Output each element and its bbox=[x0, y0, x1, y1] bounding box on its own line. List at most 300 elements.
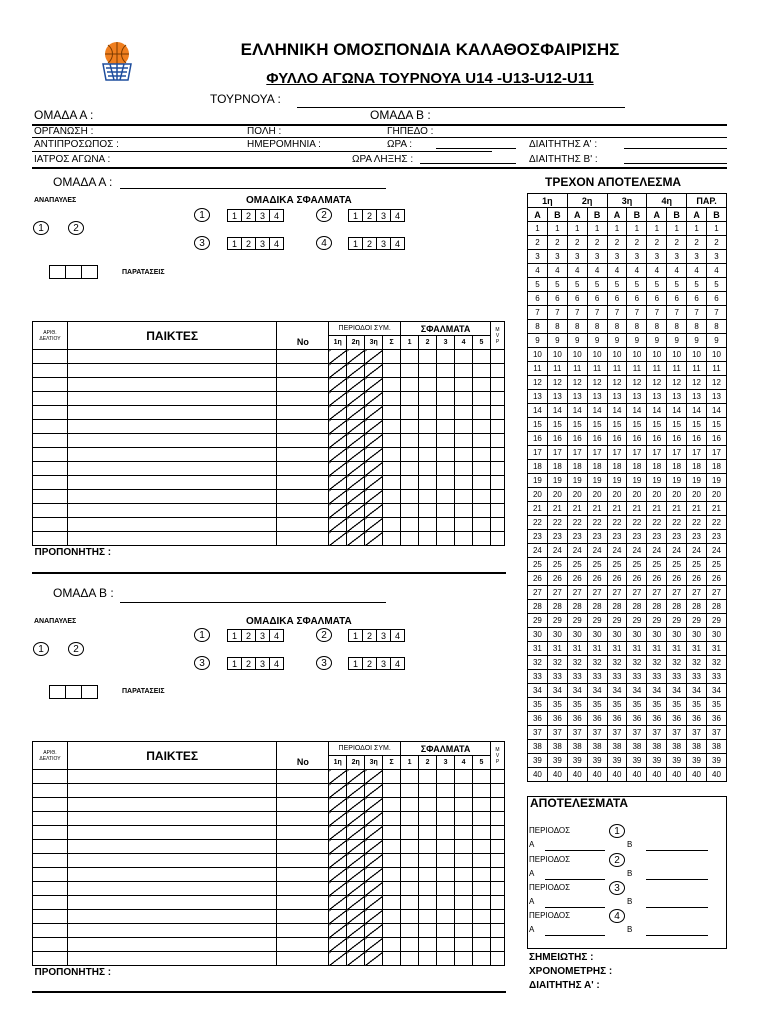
player-cell[interactable] bbox=[277, 826, 329, 840]
score-cell[interactable]: 22 bbox=[587, 516, 607, 530]
player-cell[interactable] bbox=[67, 378, 276, 392]
player-cell[interactable] bbox=[329, 882, 347, 896]
player-cell[interactable] bbox=[67, 448, 276, 462]
player-cell[interactable] bbox=[437, 826, 455, 840]
score-cell[interactable]: 26 bbox=[687, 572, 707, 586]
score-cell[interactable]: 16 bbox=[707, 432, 727, 446]
player-cell[interactable] bbox=[455, 504, 473, 518]
player-cell[interactable] bbox=[347, 826, 365, 840]
player-cell[interactable] bbox=[455, 896, 473, 910]
score-cell[interactable]: 28 bbox=[627, 600, 647, 614]
player-cell[interactable] bbox=[455, 518, 473, 532]
foul-box[interactable]: 3 bbox=[376, 209, 391, 222]
foul-box[interactable]: 1 bbox=[227, 209, 242, 222]
table-row[interactable] bbox=[33, 504, 505, 518]
score-cell[interactable]: 23 bbox=[667, 530, 687, 544]
player-cell[interactable] bbox=[401, 896, 419, 910]
score-cell[interactable]: 26 bbox=[627, 572, 647, 586]
score-cell[interactable]: 38 bbox=[667, 740, 687, 754]
score-cell[interactable]: 37 bbox=[547, 726, 567, 740]
foul-box[interactable]: 2 bbox=[362, 209, 377, 222]
player-cell[interactable] bbox=[455, 532, 473, 546]
player-cell[interactable] bbox=[455, 476, 473, 490]
player-cell[interactable] bbox=[277, 532, 329, 546]
player-cell[interactable] bbox=[490, 896, 504, 910]
player-cell[interactable] bbox=[419, 462, 437, 476]
player-cell[interactable] bbox=[383, 854, 401, 868]
score-cell[interactable]: 14 bbox=[707, 404, 727, 418]
player-cell[interactable] bbox=[401, 952, 419, 966]
player-cell[interactable] bbox=[383, 924, 401, 938]
player-cell[interactable] bbox=[419, 854, 437, 868]
player-cell[interactable] bbox=[347, 518, 365, 532]
player-cell[interactable] bbox=[329, 518, 347, 532]
player-cell[interactable] bbox=[383, 364, 401, 378]
player-cell[interactable] bbox=[33, 434, 68, 448]
score-cell[interactable]: 5 bbox=[587, 278, 607, 292]
team-a-overtime-boxes[interactable] bbox=[50, 265, 98, 279]
player-cell[interactable] bbox=[277, 490, 329, 504]
player-cell[interactable] bbox=[383, 350, 401, 364]
player-cell[interactable] bbox=[401, 476, 419, 490]
score-cell[interactable]: 28 bbox=[667, 600, 687, 614]
player-cell[interactable] bbox=[329, 938, 347, 952]
score-cell[interactable]: 28 bbox=[647, 600, 667, 614]
score-cell[interactable]: 39 bbox=[647, 754, 667, 768]
player-cell[interactable] bbox=[33, 462, 68, 476]
table-row[interactable] bbox=[33, 840, 505, 854]
player-cell[interactable] bbox=[437, 924, 455, 938]
player-cell[interactable] bbox=[67, 882, 276, 896]
player-cell[interactable] bbox=[473, 896, 491, 910]
player-cell[interactable] bbox=[437, 854, 455, 868]
score-cell[interactable]: 38 bbox=[607, 740, 627, 754]
player-cell[interactable] bbox=[490, 490, 504, 504]
score-cell[interactable]: 8 bbox=[587, 320, 607, 334]
table-row[interactable] bbox=[33, 490, 505, 504]
score-cell[interactable]: 7 bbox=[587, 306, 607, 320]
player-cell[interactable] bbox=[401, 938, 419, 952]
score-cell[interactable]: 18 bbox=[667, 460, 687, 474]
score-cell[interactable]: 2 bbox=[667, 236, 687, 250]
score-cell[interactable]: 25 bbox=[707, 558, 727, 572]
player-cell[interactable] bbox=[455, 784, 473, 798]
score-cell[interactable]: 14 bbox=[647, 404, 667, 418]
player-cell[interactable] bbox=[329, 784, 347, 798]
score-cell[interactable]: 19 bbox=[667, 474, 687, 488]
player-cell[interactable] bbox=[419, 420, 437, 434]
player-cell[interactable] bbox=[383, 420, 401, 434]
score-cell[interactable]: 24 bbox=[647, 544, 667, 558]
player-cell[interactable] bbox=[67, 434, 276, 448]
player-cell[interactable] bbox=[455, 868, 473, 882]
score-cell[interactable]: 7 bbox=[567, 306, 587, 320]
score-cell[interactable]: 9 bbox=[687, 334, 707, 348]
player-cell[interactable] bbox=[455, 462, 473, 476]
score-cell[interactable]: 6 bbox=[528, 292, 548, 306]
player-cell[interactable] bbox=[401, 406, 419, 420]
score-cell[interactable]: 8 bbox=[607, 320, 627, 334]
score-cell[interactable]: 38 bbox=[627, 740, 647, 754]
player-cell[interactable] bbox=[329, 896, 347, 910]
player-cell[interactable] bbox=[347, 882, 365, 896]
player-cell[interactable] bbox=[437, 518, 455, 532]
player-cell[interactable] bbox=[401, 924, 419, 938]
score-cell[interactable]: 29 bbox=[567, 614, 587, 628]
score-cell[interactable]: 22 bbox=[707, 516, 727, 530]
score-cell[interactable]: 31 bbox=[528, 642, 548, 656]
team-b-foul-boxes-2[interactable] bbox=[349, 629, 405, 642]
score-cell[interactable]: 5 bbox=[707, 278, 727, 292]
foul-box[interactable]: 1 bbox=[348, 629, 363, 642]
player-cell[interactable] bbox=[277, 896, 329, 910]
score-cell[interactable]: 36 bbox=[528, 712, 548, 726]
score-cell[interactable]: 12 bbox=[667, 376, 687, 390]
score-cell[interactable]: 3 bbox=[687, 250, 707, 264]
score-cell[interactable]: 1 bbox=[687, 222, 707, 236]
player-cell[interactable] bbox=[347, 504, 365, 518]
player-cell[interactable] bbox=[473, 770, 491, 784]
score-cell[interactable]: 40 bbox=[587, 768, 607, 782]
player-cell[interactable] bbox=[33, 910, 68, 924]
player-cell[interactable] bbox=[329, 770, 347, 784]
score-cell[interactable]: 4 bbox=[547, 264, 567, 278]
table-row[interactable] bbox=[33, 378, 505, 392]
team-a-foul-boxes-1[interactable] bbox=[228, 209, 284, 222]
score-cell[interactable]: 40 bbox=[567, 768, 587, 782]
player-cell[interactable] bbox=[67, 952, 276, 966]
score-cell[interactable]: 14 bbox=[528, 404, 548, 418]
player-cell[interactable] bbox=[490, 378, 504, 392]
team-a-timeout-1[interactable]: 1 bbox=[33, 221, 49, 235]
player-cell[interactable] bbox=[401, 504, 419, 518]
player-cell[interactable] bbox=[365, 378, 383, 392]
score-cell[interactable]: 9 bbox=[707, 334, 727, 348]
score-cell[interactable]: 37 bbox=[627, 726, 647, 740]
player-cell[interactable] bbox=[383, 868, 401, 882]
player-cell[interactable] bbox=[67, 812, 276, 826]
player-cell[interactable] bbox=[365, 938, 383, 952]
table-row[interactable] bbox=[33, 784, 505, 798]
score-cell[interactable]: 7 bbox=[667, 306, 687, 320]
player-cell[interactable] bbox=[365, 798, 383, 812]
player-cell[interactable] bbox=[347, 770, 365, 784]
score-cell[interactable]: 12 bbox=[567, 376, 587, 390]
player-cell[interactable] bbox=[277, 924, 329, 938]
player-cell[interactable] bbox=[33, 812, 68, 826]
score-cell[interactable]: 35 bbox=[647, 698, 667, 712]
score-cell[interactable]: 37 bbox=[607, 726, 627, 740]
score-cell[interactable]: 37 bbox=[587, 726, 607, 740]
player-cell[interactable] bbox=[419, 350, 437, 364]
score-cell[interactable]: 40 bbox=[528, 768, 548, 782]
score-cell[interactable]: 17 bbox=[687, 446, 707, 460]
score-cell[interactable]: 7 bbox=[627, 306, 647, 320]
score-cell[interactable]: 33 bbox=[607, 670, 627, 684]
score-cell[interactable]: 35 bbox=[627, 698, 647, 712]
player-cell[interactable] bbox=[347, 490, 365, 504]
score-cell[interactable]: 39 bbox=[607, 754, 627, 768]
player-cell[interactable] bbox=[455, 812, 473, 826]
player-cell[interactable] bbox=[383, 784, 401, 798]
player-cell[interactable] bbox=[277, 378, 329, 392]
player-cell[interactable] bbox=[383, 504, 401, 518]
player-cell[interactable] bbox=[490, 924, 504, 938]
score-cell[interactable]: 12 bbox=[528, 376, 548, 390]
score-cell[interactable]: 38 bbox=[567, 740, 587, 754]
score-cell[interactable]: 32 bbox=[707, 656, 727, 670]
player-cell[interactable] bbox=[67, 476, 276, 490]
score-cell[interactable]: 34 bbox=[547, 684, 567, 698]
player-cell[interactable] bbox=[277, 504, 329, 518]
table-row[interactable] bbox=[33, 924, 505, 938]
player-cell[interactable] bbox=[383, 392, 401, 406]
score-cell[interactable]: 26 bbox=[528, 572, 548, 586]
table-row[interactable] bbox=[33, 364, 505, 378]
score-cell[interactable]: 17 bbox=[587, 446, 607, 460]
player-cell[interactable] bbox=[365, 462, 383, 476]
player-cell[interactable] bbox=[437, 490, 455, 504]
score-cell[interactable]: 39 bbox=[547, 754, 567, 768]
score-cell[interactable]: 1 bbox=[667, 222, 687, 236]
score-cell[interactable]: 13 bbox=[607, 390, 627, 404]
player-cell[interactable] bbox=[455, 952, 473, 966]
score-cell[interactable]: 26 bbox=[547, 572, 567, 586]
player-cell[interactable] bbox=[67, 462, 276, 476]
score-cell[interactable]: 29 bbox=[607, 614, 627, 628]
score-cell[interactable]: 25 bbox=[528, 558, 548, 572]
player-cell[interactable] bbox=[33, 504, 68, 518]
player-cell[interactable] bbox=[33, 854, 68, 868]
player-cell[interactable] bbox=[383, 952, 401, 966]
score-cell[interactable]: 5 bbox=[667, 278, 687, 292]
player-cell[interactable] bbox=[277, 350, 329, 364]
score-cell[interactable]: 40 bbox=[627, 768, 647, 782]
score-cell[interactable]: 27 bbox=[707, 586, 727, 600]
player-cell[interactable] bbox=[33, 840, 68, 854]
score-cell[interactable]: 24 bbox=[587, 544, 607, 558]
score-cell[interactable]: 32 bbox=[627, 656, 647, 670]
team-b-name-field[interactable] bbox=[120, 602, 386, 603]
player-cell[interactable] bbox=[401, 518, 419, 532]
score-cell[interactable]: 32 bbox=[667, 656, 687, 670]
score-cell[interactable]: 5 bbox=[567, 278, 587, 292]
player-cell[interactable] bbox=[455, 826, 473, 840]
score-cell[interactable]: 23 bbox=[627, 530, 647, 544]
table-row[interactable] bbox=[33, 420, 505, 434]
score-cell[interactable]: 6 bbox=[707, 292, 727, 306]
score-cell[interactable]: 38 bbox=[687, 740, 707, 754]
player-cell[interactable] bbox=[347, 910, 365, 924]
player-cell[interactable] bbox=[401, 392, 419, 406]
score-cell[interactable]: 3 bbox=[647, 250, 667, 264]
table-row[interactable] bbox=[33, 854, 505, 868]
score-cell[interactable]: 26 bbox=[707, 572, 727, 586]
score-cell[interactable]: 36 bbox=[567, 712, 587, 726]
score-cell[interactable]: 8 bbox=[627, 320, 647, 334]
player-cell[interactable] bbox=[383, 518, 401, 532]
score-cell[interactable]: 38 bbox=[547, 740, 567, 754]
score-cell[interactable]: 3 bbox=[528, 250, 548, 264]
score-cell[interactable]: 20 bbox=[667, 488, 687, 502]
player-cell[interactable] bbox=[329, 812, 347, 826]
player-cell[interactable] bbox=[33, 420, 68, 434]
table-row[interactable] bbox=[33, 812, 505, 826]
score-cell[interactable]: 34 bbox=[528, 684, 548, 698]
score-cell[interactable]: 13 bbox=[667, 390, 687, 404]
score-cell[interactable]: 9 bbox=[607, 334, 627, 348]
score-cell[interactable]: 26 bbox=[607, 572, 627, 586]
score-cell[interactable]: 24 bbox=[567, 544, 587, 558]
score-cell[interactable]: 35 bbox=[707, 698, 727, 712]
player-cell[interactable] bbox=[365, 784, 383, 798]
player-cell[interactable] bbox=[277, 938, 329, 952]
score-cell[interactable]: 19 bbox=[627, 474, 647, 488]
score-cell[interactable]: 22 bbox=[607, 516, 627, 530]
score-cell[interactable]: 8 bbox=[528, 320, 548, 334]
player-cell[interactable] bbox=[329, 910, 347, 924]
score-cell[interactable]: 15 bbox=[647, 418, 667, 432]
score-cell[interactable]: 3 bbox=[607, 250, 627, 264]
player-cell[interactable] bbox=[490, 910, 504, 924]
score-cell[interactable]: 17 bbox=[667, 446, 687, 460]
score-cell[interactable]: 2 bbox=[587, 236, 607, 250]
player-cell[interactable] bbox=[419, 434, 437, 448]
player-cell[interactable] bbox=[401, 840, 419, 854]
player-cell[interactable] bbox=[329, 476, 347, 490]
player-cell[interactable] bbox=[277, 952, 329, 966]
score-cell[interactable]: 1 bbox=[528, 222, 548, 236]
score-cell[interactable]: 1 bbox=[547, 222, 567, 236]
score-cell[interactable]: 7 bbox=[707, 306, 727, 320]
score-cell[interactable]: 40 bbox=[607, 768, 627, 782]
player-cell[interactable] bbox=[473, 854, 491, 868]
score-cell[interactable]: 15 bbox=[567, 418, 587, 432]
player-cell[interactable] bbox=[277, 812, 329, 826]
score-cell[interactable]: 31 bbox=[667, 642, 687, 656]
score-cell[interactable]: 18 bbox=[528, 460, 548, 474]
score-cell[interactable]: 17 bbox=[627, 446, 647, 460]
results-b-field[interactable] bbox=[646, 907, 708, 908]
score-cell[interactable]: 2 bbox=[687, 236, 707, 250]
player-cell[interactable] bbox=[490, 364, 504, 378]
score-cell[interactable]: 35 bbox=[528, 698, 548, 712]
player-cell[interactable] bbox=[437, 770, 455, 784]
results-a-field[interactable] bbox=[545, 907, 605, 908]
foul-box[interactable]: 2 bbox=[362, 657, 377, 670]
score-cell[interactable]: 38 bbox=[528, 740, 548, 754]
player-cell[interactable] bbox=[347, 476, 365, 490]
score-cell[interactable]: 29 bbox=[707, 614, 727, 628]
player-cell[interactable] bbox=[473, 826, 491, 840]
foul-box[interactable]: 1 bbox=[348, 657, 363, 670]
foul-box[interactable]: 2 bbox=[241, 209, 256, 222]
table-row[interactable] bbox=[33, 532, 505, 546]
score-cell[interactable]: 17 bbox=[567, 446, 587, 460]
player-cell[interactable] bbox=[419, 882, 437, 896]
score-cell[interactable]: 5 bbox=[687, 278, 707, 292]
score-cell[interactable]: 35 bbox=[667, 698, 687, 712]
score-cell[interactable]: 4 bbox=[667, 264, 687, 278]
player-cell[interactable] bbox=[437, 434, 455, 448]
player-cell[interactable] bbox=[277, 448, 329, 462]
player-cell[interactable] bbox=[419, 770, 437, 784]
table-row[interactable] bbox=[33, 770, 505, 784]
player-cell[interactable] bbox=[473, 350, 491, 364]
foul-box[interactable]: 4 bbox=[269, 629, 284, 642]
score-cell[interactable]: 10 bbox=[528, 348, 548, 362]
player-cell[interactable] bbox=[347, 532, 365, 546]
score-cell[interactable]: 1 bbox=[627, 222, 647, 236]
player-cell[interactable] bbox=[437, 882, 455, 896]
score-cell[interactable]: 35 bbox=[587, 698, 607, 712]
player-cell[interactable] bbox=[437, 448, 455, 462]
score-cell[interactable]: 32 bbox=[587, 656, 607, 670]
score-cell[interactable]: 9 bbox=[547, 334, 567, 348]
score-cell[interactable]: 21 bbox=[587, 502, 607, 516]
score-cell[interactable]: 23 bbox=[687, 530, 707, 544]
player-cell[interactable] bbox=[365, 448, 383, 462]
score-cell[interactable]: 8 bbox=[647, 320, 667, 334]
score-cell[interactable]: 22 bbox=[528, 516, 548, 530]
player-cell[interactable] bbox=[473, 938, 491, 952]
player-cell[interactable] bbox=[365, 434, 383, 448]
score-cell[interactable]: 18 bbox=[547, 460, 567, 474]
score-cell[interactable]: 30 bbox=[547, 628, 567, 642]
player-cell[interactable] bbox=[490, 826, 504, 840]
score-cell[interactable]: 11 bbox=[687, 362, 707, 376]
score-cell[interactable]: 32 bbox=[567, 656, 587, 670]
player-cell[interactable] bbox=[347, 448, 365, 462]
player-cell[interactable] bbox=[490, 882, 504, 896]
score-cell[interactable]: 11 bbox=[627, 362, 647, 376]
score-cell[interactable]: 19 bbox=[528, 474, 548, 488]
score-cell[interactable]: 36 bbox=[547, 712, 567, 726]
score-cell[interactable]: 33 bbox=[627, 670, 647, 684]
player-cell[interactable] bbox=[473, 490, 491, 504]
score-cell[interactable]: 24 bbox=[687, 544, 707, 558]
score-cell[interactable]: 22 bbox=[547, 516, 567, 530]
score-cell[interactable]: 7 bbox=[687, 306, 707, 320]
player-cell[interactable] bbox=[67, 504, 276, 518]
player-cell[interactable] bbox=[419, 952, 437, 966]
player-cell[interactable] bbox=[347, 784, 365, 798]
score-cell[interactable]: 6 bbox=[587, 292, 607, 306]
score-cell[interactable]: 21 bbox=[627, 502, 647, 516]
referee-b-field[interactable] bbox=[624, 163, 727, 164]
score-cell[interactable]: 16 bbox=[567, 432, 587, 446]
score-cell[interactable]: 2 bbox=[567, 236, 587, 250]
player-cell[interactable] bbox=[347, 364, 365, 378]
score-cell[interactable]: 2 bbox=[627, 236, 647, 250]
score-cell[interactable]: 9 bbox=[627, 334, 647, 348]
score-cell[interactable]: 13 bbox=[627, 390, 647, 404]
score-cell[interactable]: 1 bbox=[587, 222, 607, 236]
player-cell[interactable] bbox=[437, 952, 455, 966]
player-cell[interactable] bbox=[419, 812, 437, 826]
player-cell[interactable] bbox=[365, 812, 383, 826]
player-cell[interactable] bbox=[383, 938, 401, 952]
player-cell[interactable] bbox=[383, 896, 401, 910]
score-cell[interactable]: 21 bbox=[567, 502, 587, 516]
player-cell[interactable] bbox=[67, 798, 276, 812]
score-cell[interactable]: 39 bbox=[707, 754, 727, 768]
score-cell[interactable]: 27 bbox=[547, 586, 567, 600]
player-cell[interactable] bbox=[383, 798, 401, 812]
player-cell[interactable] bbox=[419, 840, 437, 854]
player-cell[interactable] bbox=[329, 840, 347, 854]
player-cell[interactable] bbox=[33, 798, 68, 812]
